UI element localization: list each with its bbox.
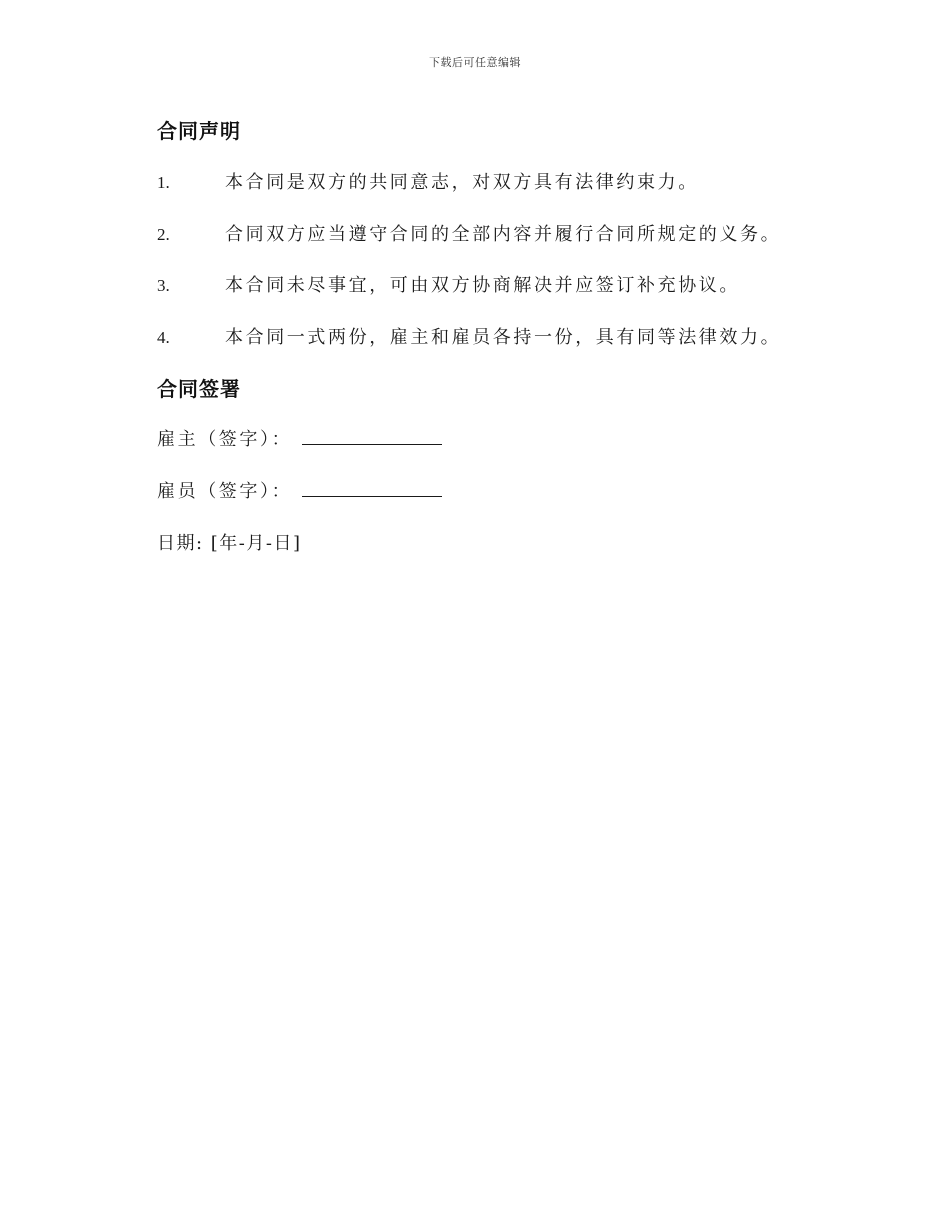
list-item [157, 323, 781, 349]
employer-signature-label: 雇主（签字）： [157, 429, 293, 450]
list-item [157, 168, 699, 194]
section-title-signature: 合同签署 [157, 377, 241, 401]
date-row: 日期: [年-月-日] [157, 533, 302, 554]
section-title-declaration: 合同声明 [157, 119, 241, 143]
list-item-number: 2. [157, 225, 170, 244]
list-item [157, 271, 740, 297]
employee-signature-line[interactable] [302, 478, 442, 497]
list-item-text: 本合同未尽事宜，可由双方协商解决并应签订补充协议。 [225, 275, 740, 296]
list-item-number: 4. [157, 328, 170, 347]
employee-signature-row [157, 477, 442, 503]
employer-signature-line[interactable] [302, 426, 442, 445]
list-item-text: 本合同一式两份，雇主和雇员各持一份，具有同等法律效力。 [225, 327, 782, 348]
employee-signature-label: 雇员（签字）： [157, 481, 293, 502]
list-item-number: 1. [157, 173, 170, 192]
list-item-text: 本合同是双方的共同意志，对双方具有法律约束力。 [225, 172, 699, 193]
list-item-number: 3. [157, 276, 170, 295]
list-item [157, 220, 781, 246]
header-note: 下载后可任意编辑 [429, 56, 521, 69]
list-item-text: 合同双方应当遵守合同的全部内容并履行合同所规定的义务。 [225, 224, 782, 245]
employer-signature-row [157, 425, 442, 451]
